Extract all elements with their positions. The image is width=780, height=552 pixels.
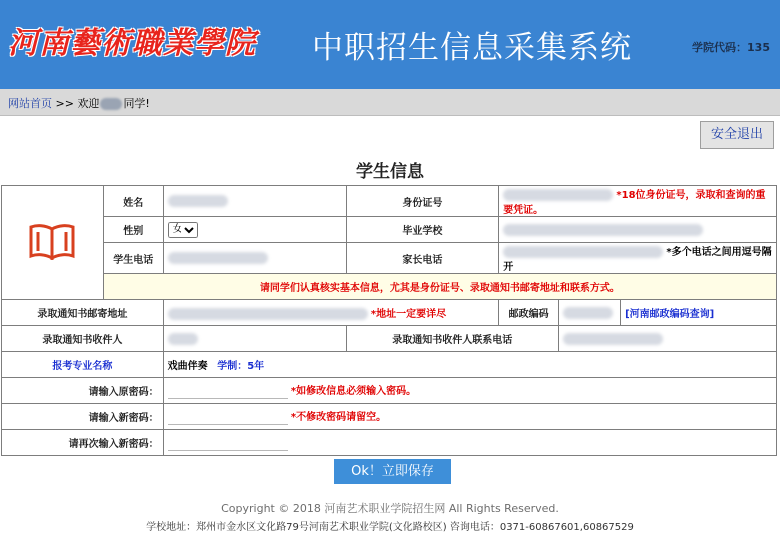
confirm-password-input[interactable] <box>168 435 288 451</box>
old-password-note: *如修改信息必须输入密码。 <box>290 386 417 397</box>
student-info-icon-cell <box>2 186 104 300</box>
postal-code-link-cell <box>621 300 777 326</box>
name-field[interactable] <box>163 186 346 217</box>
duration-value: 5年 <box>247 361 265 372</box>
duration-label: 学制： <box>217 361 248 372</box>
mail-address-field[interactable] <box>163 300 499 326</box>
confirm-password-cell <box>163 430 776 456</box>
id-label: 身份证号 <box>346 186 499 217</box>
new-password-cell <box>163 404 776 430</box>
gender-cell <box>163 217 346 243</box>
school-logo[interactable]: 河南藝術職業學院 <box>8 26 256 61</box>
recipient-label: 录取通知书收件人 <box>2 326 164 352</box>
recipient-phone-label: 录取通知书收件人联系电话 <box>346 326 559 352</box>
postal-code-label: 邮政编码 <box>499 300 559 326</box>
redacted-id <box>503 189 613 201</box>
recipient-field[interactable] <box>163 326 346 352</box>
footer-address: 学校地址：郑州市金水区文化路79号河南艺术职业学院(文化路校区) 咨询电话：0371-60867601,60867529 <box>146 522 634 533</box>
major-value: 戏曲伴奏 <box>167 361 208 372</box>
id-note: *18位身份证号，录取和查询的重要凭证。 <box>503 190 766 216</box>
parent-phone-field[interactable] <box>499 243 777 274</box>
recipient-phone-field[interactable] <box>559 326 777 352</box>
save-button[interactable]: Ok！立即保存 <box>334 459 451 484</box>
school-code <box>692 39 770 55</box>
gender-select[interactable] <box>168 222 198 238</box>
parent-phone-note: *多个电话之间用逗号隔开 <box>503 247 772 273</box>
breadcrumb <box>0 89 780 116</box>
redacted-recipient <box>168 333 198 345</box>
site-header <box>0 0 780 89</box>
system-title: 中职招生信息采集系统 <box>312 30 632 66</box>
home-link[interactable]: 网站首页 <box>8 97 52 110</box>
verify-notice <box>103 274 776 300</box>
old-password-cell <box>163 378 776 404</box>
redacted-school <box>503 224 703 236</box>
new-password-label: 请输入新密码： <box>2 404 164 430</box>
school-code-value: 135 <box>747 41 770 54</box>
verify-notice-text: 请同学们认真核实基本信息，尤其是身份证号、录取通知书邮寄地址和联系方式。 <box>259 283 620 294</box>
major-label: 报考专业名称 <box>2 352 164 378</box>
gender-label: 性别 <box>103 217 163 243</box>
graduate-school-field[interactable] <box>499 217 777 243</box>
old-password-label: 请输入原密码： <box>2 378 164 404</box>
student-phone-label: 学生电话 <box>103 243 163 274</box>
logout-button[interactable]: 安全退出 <box>700 121 774 149</box>
redacted-address <box>168 308 368 320</box>
redacted-name <box>168 195 228 207</box>
mail-address-label: 录取通知书邮寄地址 <box>2 300 164 326</box>
redacted-student-phone <box>168 252 268 264</box>
old-password-input[interactable] <box>168 383 288 399</box>
footer-copyright: Copyright © 2018 河南艺术职业学院招生网 All Rights Reserved. <box>221 502 559 515</box>
redacted-postal-code <box>563 307 613 319</box>
welcome-prefix: 欢迎 <box>77 97 100 110</box>
student-info-form <box>1 185 777 456</box>
redacted-student-name <box>100 98 122 110</box>
welcome-suffix: 同学! <box>123 97 150 110</box>
school-code-label: 学院代码： <box>692 41 748 54</box>
redacted-parent-phone <box>503 246 663 258</box>
parent-phone-label: 家长电话 <box>346 243 499 274</box>
postal-code-field[interactable] <box>559 300 621 326</box>
new-password-note: *不修改密码请留空。 <box>290 412 387 423</box>
confirm-password-label: 请再次输入新密码： <box>2 430 164 456</box>
student-phone-field[interactable] <box>163 243 346 274</box>
open-book-icon <box>28 222 76 260</box>
new-password-input[interactable] <box>168 409 288 425</box>
name-label: 姓名 <box>103 186 163 217</box>
graduate-school-label: 毕业学校 <box>346 217 499 243</box>
redacted-recipient-phone <box>563 333 663 345</box>
mail-address-note: *地址一定要详尽 <box>370 309 447 320</box>
id-field[interactable] <box>499 186 777 217</box>
page-title: 学生信息 <box>356 162 424 182</box>
postal-code-lookup-link[interactable]: [河南邮政编码查询] <box>625 309 715 320</box>
major-cell <box>163 352 776 378</box>
breadcrumb-separator: >> <box>55 97 74 110</box>
